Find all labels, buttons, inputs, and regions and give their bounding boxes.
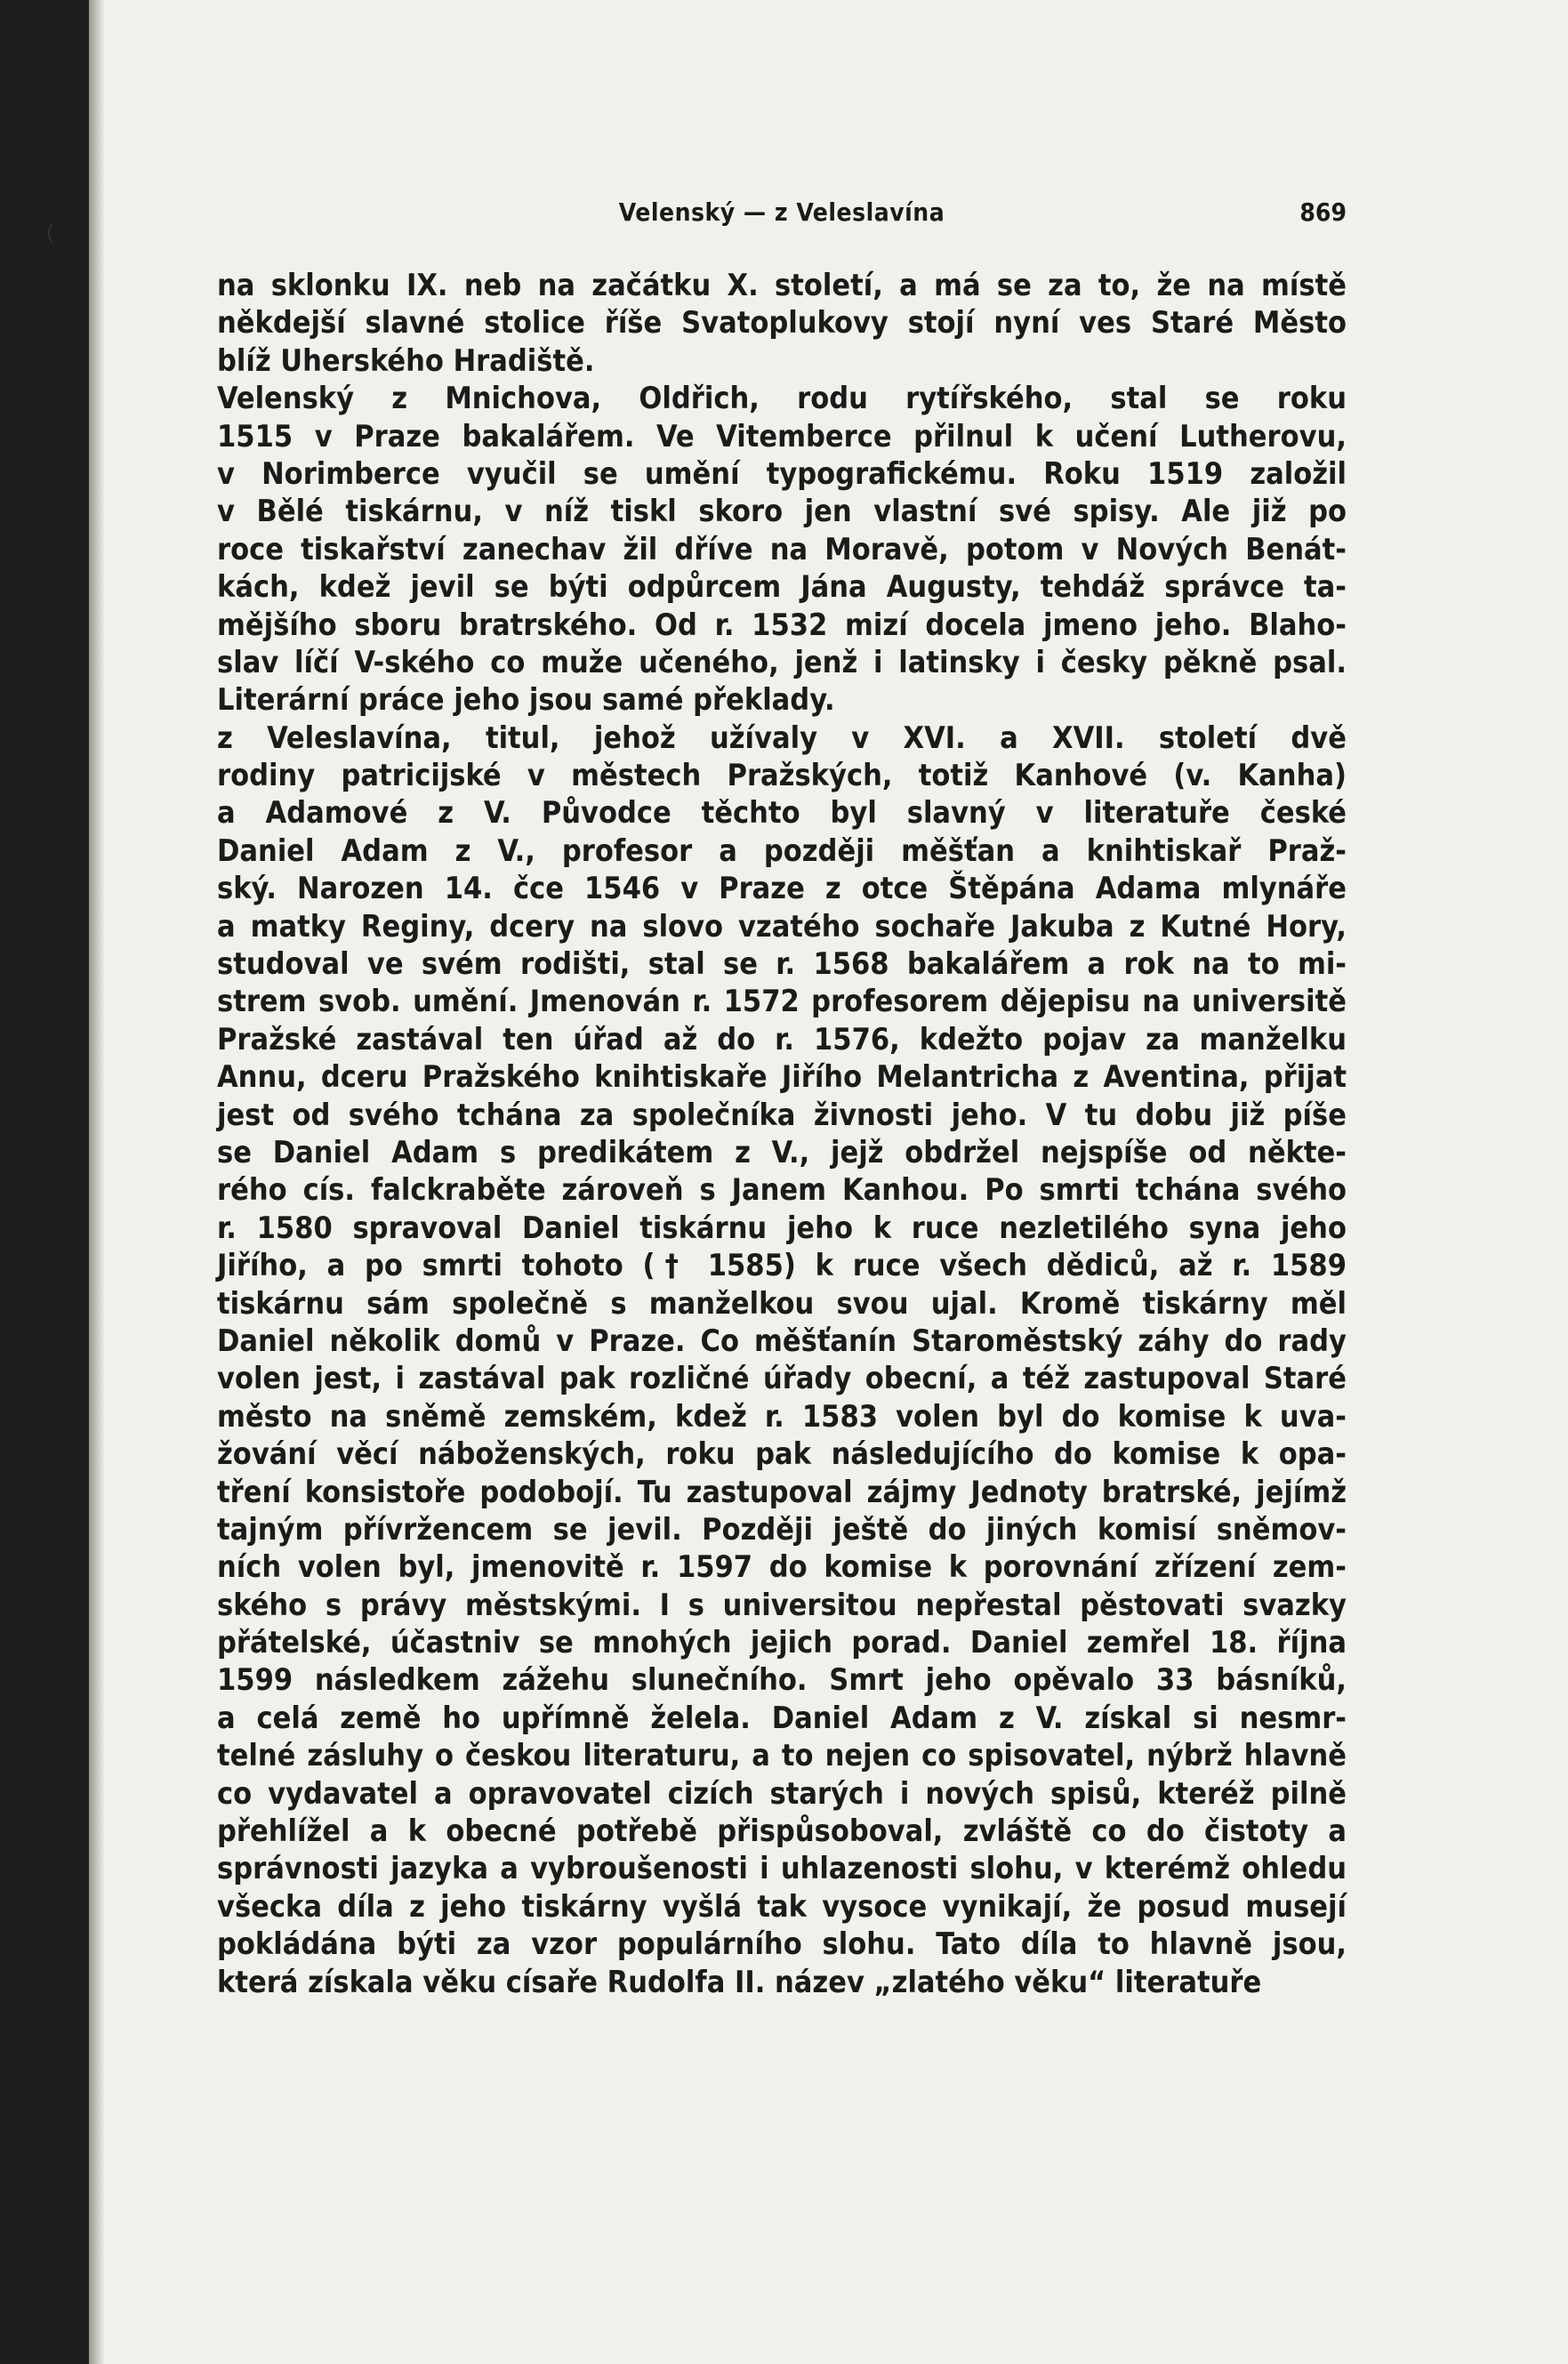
text-line: rého cís. falckraběte zároveň s Janem Kanhou. Po smrti tchána svého — [217, 1172, 1347, 1209]
text-line: 1599 následkem zážehu slunečního. Smrt jeho opěvalo 33 básníků, — [217, 1662, 1347, 1699]
text-line: Literární práce jeho jsou samé překlady. — [217, 682, 835, 719]
text-line: Daniel Adam z V., profesor a později měšťan a knihtiskař Praž- — [217, 832, 1347, 869]
text-line: r. 1580 spravoval Daniel tiskárnu jeho k ruce nezletilého syna jeho — [217, 1210, 1347, 1246]
text-line: telné zásluhy o českou literaturu, a to nejen co spisovatel, nýbrž hlavně — [217, 1738, 1347, 1774]
text-line: a matky Reginy, dcery na slovo vzatého sochaře Jakuba z Kutné Hory, — [217, 908, 1347, 945]
text-line: rodiny patricijské v městech Pražských, totiž Kanhové (v. Kanha) — [217, 758, 1347, 794]
text-line: ského s právy městskými. I s universitou nepřestal pěstovati svazky — [217, 1587, 1347, 1623]
text-line: Annu, dceru Pražského knihtiskaře Jiřího Melantricha z Aventina, přijat — [217, 1059, 1347, 1096]
text-line: jest od svého tchána za společníka živnosti jeho. V tu dobu již píše — [217, 1097, 1347, 1133]
text-line: roce tiskařství zanechav žil dříve na Moravě, potom v Nových Benát- — [217, 531, 1347, 567]
text-line: z Veleslavína, titul, jehož užívaly v XVI. a XVII. století dvě — [217, 720, 1347, 756]
text-line: studoval ve svém rodišti, stal se r. 1568 bakalářem a rok na to mi- — [217, 946, 1347, 983]
text-line: správnosti jazyka a vybroušenosti i uhlazenosti slohu, v kterémž ohledu — [217, 1851, 1347, 1887]
text-line: na sklonku IX. neb na začátku X. století, a má se za to, že na místě — [217, 268, 1347, 303]
text-line: tření konsistoře podobojí. Tu zastupoval zájmy Jednoty bratrské, jejímž — [217, 1474, 1347, 1510]
text-line: a celá země ho upřímně želela. Daniel Adam z V. získal si nesmr- — [217, 1700, 1347, 1736]
margin-mark: ( — [46, 222, 54, 245]
text-line: Jiřího, a po smrti tohoto († 1585) k ruce všech dědiců, až r. 1589 — [217, 1248, 1347, 1284]
text-line: v Bělé tiskárnu, v níž tiskl skoro jen vlastní své spisy. Ale již po — [217, 494, 1347, 530]
text-line: která získala věku císaře Rudolfa II. název „zlatého věku“ literatuře — [217, 1964, 1262, 2000]
text-line: Daniel několik domů v Praze. Co měšťanín Staroměstský záhy do rady — [217, 1323, 1347, 1359]
text-line: tajným přívržencem se jevil. Později ještě do jiných komisí sněmov- — [217, 1511, 1347, 1548]
body-text — [217, 267, 1347, 2001]
text-line: někdejší slavné stolice říše Svatoplukovy stojí nyní ves Staré Město — [217, 305, 1347, 342]
text-line: Velenský z Mnichova, Oldřich, rodu rytířského, stal se roku — [217, 381, 1347, 417]
text-line: blíž Uherského Hradiště. — [217, 342, 595, 379]
text-line: 1515 v Praze bakalářem. Ve Vitemberce přilnul k učení Lutherovu, — [217, 418, 1347, 454]
text-line: ský. Narozen 14. čce 1546 v Praze z otce Štěpána Adama mlynáře — [217, 871, 1347, 907]
text-line: se Daniel Adam s predikátem z V., jejž obdržel nejspíše od někte- — [217, 1134, 1347, 1170]
text-line: slav líčí V-ského co muže učeného, jenž i latinsky i česky pěkně psal. — [217, 644, 1347, 680]
text-line: přehlížel a k obecné potřebě přispůsoboval, zvláště co do čistoty a — [217, 1813, 1347, 1850]
text-line: pokládána býti za vzor populárního slohu. Tato díla to hlavně jsou, — [217, 1926, 1347, 1963]
text-line: ních volen byl, jmenovitě r. 1597 do komise k porovnání zřízení zem- — [217, 1549, 1347, 1586]
page-number: 869 — [1299, 197, 1347, 227]
page-header — [217, 197, 1347, 233]
text-line: kách, kdež jevil se býti odpůrcem Jána Augusty, tehdáž správce ta- — [217, 569, 1347, 606]
text-line: všecka díla z jeho tiskárny vyšlá tak vysoce vynikají, že posud musejí — [217, 1888, 1347, 1925]
text-line: žování věcí náboženských, roku pak následujícího do komise k opa- — [217, 1436, 1347, 1473]
text-line: a Adamové z V. Původce těchto byl slavný v literatuře české — [217, 795, 1347, 832]
text-line: volen jest, i zastával pak rozličné úřady obecní, a též zastupoval Staré — [217, 1361, 1347, 1397]
text-line: v Norimberce vyučil se umění typografickému. Roku 1519 založil — [217, 455, 1347, 492]
running-head: Velenský — z Veleslavína — [618, 197, 945, 227]
text-line: mějšího sboru bratrského. Od r. 1532 mizí docela jmeno jeho. Blaho- — [217, 607, 1347, 643]
text-line: město na sněmě zemském, kdež r. 1583 volen byl do komise k uva- — [217, 1398, 1347, 1435]
text-line: co vydavatel a opravovatel cizích starých i nových spisů, kteréž pilně — [217, 1775, 1347, 1812]
text-line: tiskárnu sám společně s manželkou svou ujal. Kromě tiskárny měl — [217, 1285, 1347, 1322]
text-line: Pražské zastával ten úřad až do r. 1576, kdežto pojav za manželku — [217, 1021, 1347, 1057]
gutter-shadow — [89, 0, 105, 2364]
text-line: strem svob. umění. Jmenován r. 1572 profesorem dějepisu na universitě — [217, 984, 1347, 1020]
text-line: přátelské, účastniv se mnohých jejich porad. Daniel zemřel 18. října — [217, 1625, 1347, 1661]
